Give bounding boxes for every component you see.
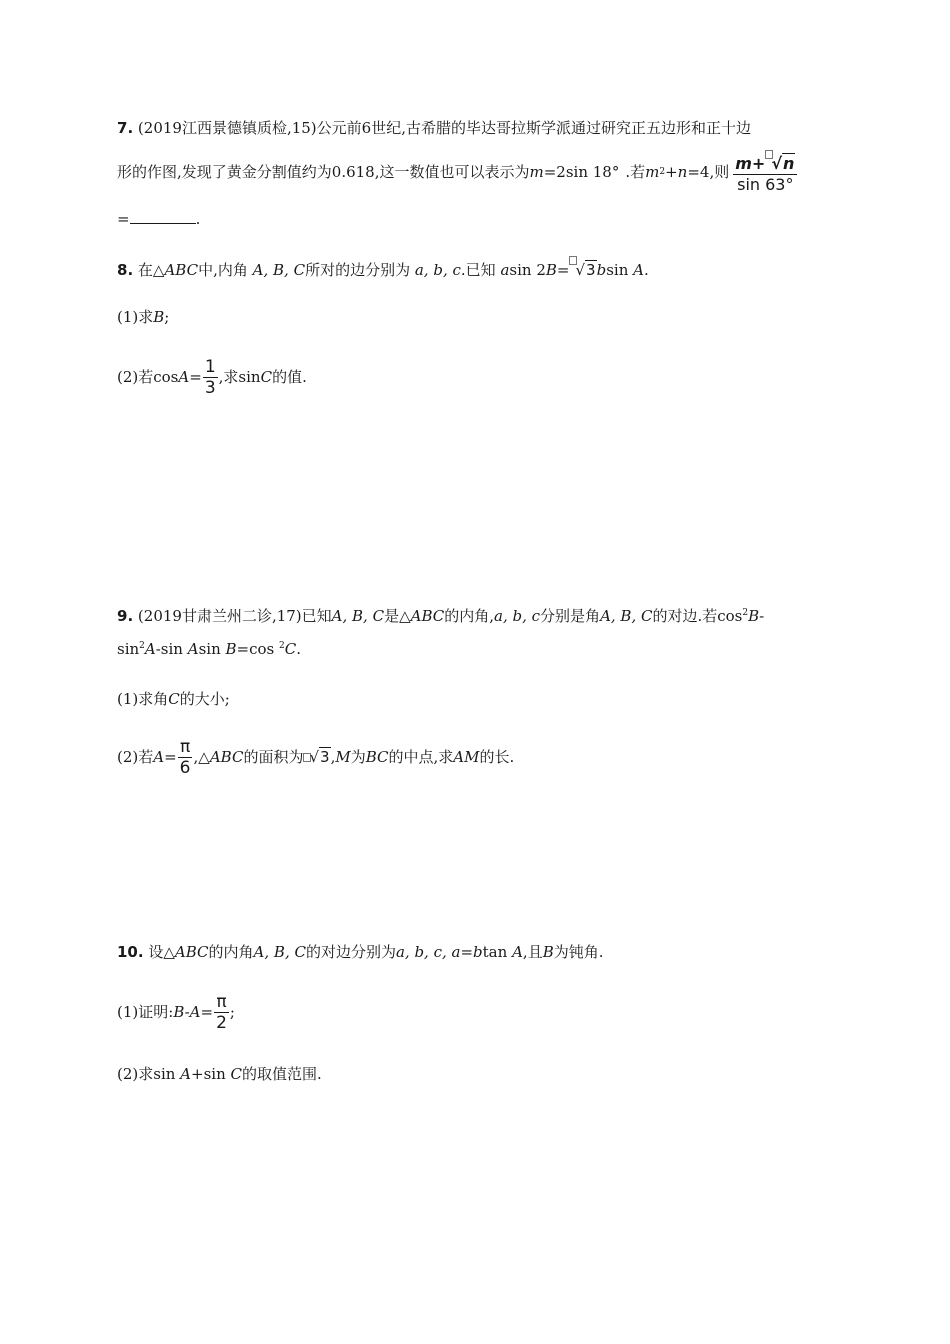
- frac-den: 3: [204, 377, 216, 398]
- q9-p2-text-f: 的中点,求: [388, 748, 454, 766]
- eq: =: [200, 1003, 214, 1021]
- var-B: B: [153, 308, 165, 326]
- q8-text-a: 在△: [137, 261, 165, 279]
- q9-p1-end: 的大小;: [179, 690, 230, 708]
- q8-line1: 8. 在△ABC中,内角 A, B, C所对的边分别为 a, b, c.已知 asin 2B= √3bsin A.: [117, 256, 649, 281]
- q8-p2-text-c: 的值.: [272, 368, 307, 386]
- eq: =: [460, 943, 474, 961]
- q8-part1: [117, 306, 169, 328]
- q10-abc: ABC: [174, 943, 209, 961]
- dot: .: [643, 261, 649, 279]
- q7-text-2a: 形的作图,发现了黄金分割值约为0.618,这一数值也可以表示为: [117, 163, 530, 181]
- q10-text-b: 的内角: [208, 943, 254, 961]
- var-A: A: [633, 261, 644, 279]
- q10-text-d: ,且: [522, 943, 543, 961]
- answer-blank: [130, 209, 196, 224]
- q8-sides: a, b, c: [414, 261, 461, 279]
- q9-angles: A, B, C: [331, 607, 385, 625]
- q9-line1: 9. (2019甘肃兰州二诊,17)已知A, B, C是△ABC的内角,a, b, c分别是角A, B, C的对边.若$\cos^2B-$: [117, 607, 765, 625]
- q10-part2: [117, 1063, 322, 1085]
- q7-line2: 形的作图,发现了黄金分割值约为0.618,这一数值也可以表示为 m =2sin 18° .若 m 2 + n =4,则 $\frac{m+ √n}{\sin 63^\circ}$: [117, 154, 798, 190]
- q10-p1-text: (1)证明:: [117, 1003, 174, 1021]
- minus-sin: -sin: [155, 640, 188, 658]
- q10-part1: [117, 990, 235, 1034]
- var-A: A: [144, 640, 156, 658]
- q8-angles: A, B, C: [252, 261, 306, 279]
- sqrt-symbol: √n: [771, 153, 795, 173]
- q10-line1: 10. 设△ABC的内角A, B, C的对边分别为a, b, c, a=btan A,且B为钝角.: [117, 943, 604, 961]
- q9-text-b: 是△: [384, 607, 411, 625]
- q8-p1-end: ;: [164, 308, 170, 326]
- q10-text-e: 为钝角.: [553, 943, 604, 961]
- q9-text-c: 的内角,: [444, 607, 495, 625]
- plus-sin: +sin: [191, 1065, 231, 1083]
- q10-p2-end: 的取值范围.: [242, 1065, 322, 1083]
- q7-fraction: [733, 150, 797, 195]
- frac-num: 1: [204, 356, 216, 377]
- q7-end: .: [195, 210, 201, 228]
- var-C: C: [260, 368, 273, 386]
- sup-2: 2: [742, 608, 749, 618]
- q9-angles-2: A, B, C: [600, 607, 653, 625]
- sinA: sin: [606, 261, 634, 279]
- dot: .: [296, 640, 302, 658]
- q10-angles: A, B, C: [253, 943, 306, 961]
- var-A: A: [512, 943, 523, 961]
- q9-abc: ABC: [209, 748, 244, 766]
- q9-fraction: [178, 737, 193, 778]
- q7-text-2c: .若: [625, 163, 646, 181]
- q9-text-a: (2019甘肃兰州二诊,17)已知: [137, 607, 332, 625]
- comma: ,: [330, 748, 336, 766]
- q9-p2-text-b: ,△: [193, 748, 210, 766]
- q10-number: 10: [117, 943, 138, 961]
- q9-sides: a, b, c: [494, 607, 541, 625]
- q8-number: 8: [117, 261, 128, 279]
- sin: sin: [198, 640, 226, 658]
- q7-number: 7: [117, 119, 128, 137]
- q9-p2-text-c: 的面积为: [243, 748, 304, 766]
- q9-p1-text: (1)求角: [117, 690, 169, 708]
- var-b: b: [596, 261, 607, 279]
- expr-b-a: B-A: [173, 1003, 201, 1021]
- var-m: m: [529, 163, 544, 181]
- var-B: B: [545, 261, 557, 279]
- frac-n: n: [782, 153, 795, 173]
- sup-2: 2: [139, 641, 145, 651]
- q8-part2: [117, 355, 307, 399]
- sin2: sin 2: [509, 261, 546, 279]
- q9-text-e: 的对边.若cos: [652, 607, 743, 625]
- q9-p2-text-e: 为: [350, 748, 366, 766]
- var-B: B: [542, 943, 554, 961]
- q7-eq: =: [117, 210, 130, 228]
- q9-part1: [117, 688, 230, 710]
- plus: +: [665, 163, 678, 181]
- sin: sin: [117, 640, 140, 658]
- q8-p2-text-b: ,求sin: [218, 368, 261, 386]
- semicolon: ;: [229, 1003, 235, 1021]
- q9-p2-text: (2)若: [117, 748, 154, 766]
- frac-num: π: [216, 991, 227, 1012]
- frac-den: 6: [179, 757, 191, 778]
- sqrt-symbol: √3: [575, 261, 596, 279]
- q7-line3: [117, 208, 200, 230]
- var-b: b: [473, 943, 483, 961]
- var-C: C: [284, 640, 297, 658]
- eq: =: [164, 748, 177, 766]
- var-A: A: [153, 748, 165, 766]
- var-BC: BC: [365, 748, 389, 766]
- q8-p1-text: (1)求: [117, 308, 154, 326]
- var-A: A: [180, 1065, 192, 1083]
- q10-sides: a, b, c, a: [395, 943, 461, 961]
- q7-frac-numerator: [733, 150, 797, 175]
- q10-text-a: 设△: [148, 943, 175, 961]
- var-M: M: [335, 748, 351, 766]
- q7-text: (2019江西景德镇质检,15)公元前6世纪,古希腊的毕达哥拉斯学派通过研究正五边形和正十边: [137, 119, 751, 137]
- q10-text-c: 的对边分别为: [305, 943, 396, 961]
- var-n: n: [677, 163, 688, 181]
- var-B: B: [225, 640, 237, 658]
- tan: tan: [482, 943, 513, 961]
- q9-p2-text-g: 的长.: [479, 748, 515, 766]
- var-AM: AM: [453, 748, 480, 766]
- sqrt-symbol: √3: [309, 748, 330, 766]
- q9-text-d: 分别是角: [540, 607, 601, 625]
- q9-number: 9: [117, 607, 128, 625]
- frac-m: m+: [735, 153, 766, 173]
- eq-cos: =cos: [236, 640, 280, 658]
- q10-fraction: [214, 992, 229, 1033]
- q9-line2: [117, 638, 301, 660]
- var-m2: m: [645, 163, 660, 181]
- var-B: B: [748, 607, 760, 625]
- q7-eq4: =4,则: [687, 163, 730, 181]
- var-C: C: [230, 1065, 242, 1083]
- var-A: A: [187, 640, 199, 658]
- q8-text-c: 所对的边分别为: [305, 261, 411, 279]
- q7-line1: 7. (2019江西景德镇质检,15)公元前6世纪,古希腊的毕达哥拉斯学派通过研究正五边形和正十边: [117, 119, 751, 137]
- sqrt-3: 3: [320, 748, 330, 766]
- q10-p2-text: (2)求sin: [117, 1065, 181, 1083]
- q8-fraction: [203, 357, 218, 398]
- q8-text-d: .已知: [460, 261, 496, 279]
- q9-abc: ABC: [410, 607, 445, 625]
- q8-abc: ABC: [164, 261, 199, 279]
- var-A: A: [178, 368, 190, 386]
- minus: -: [759, 607, 765, 625]
- eq: =: [189, 368, 202, 386]
- eq: =: [556, 261, 570, 279]
- q7-frac-denominator: sin 63°: [737, 174, 794, 194]
- q8-text-b: 中,内角: [198, 261, 248, 279]
- q9-part2: [117, 735, 514, 779]
- frac-den: 2: [216, 1012, 227, 1033]
- q8-p2-text: (2)若cos: [117, 368, 179, 386]
- sup-2: 2: [279, 641, 285, 651]
- var-C: C: [168, 690, 180, 708]
- frac-num: π: [179, 736, 191, 757]
- q7-expr: =2sin 18°: [543, 163, 620, 181]
- sqrt-3: 3: [586, 261, 596, 279]
- var-a: a: [500, 261, 510, 279]
